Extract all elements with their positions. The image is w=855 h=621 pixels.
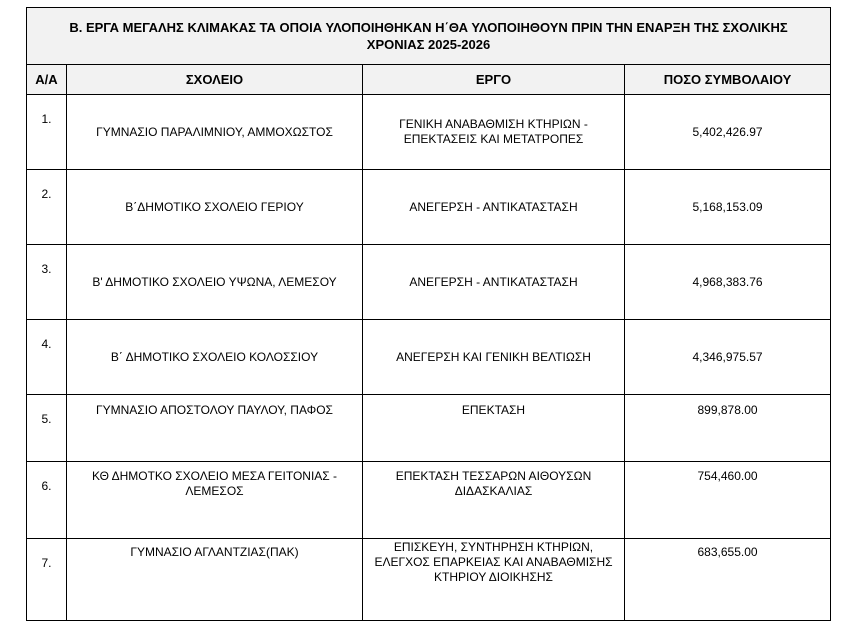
row-index: 6. [27,462,67,539]
row-index: 2. [27,170,67,245]
row-amount: 4,968,383.76 [625,245,831,320]
row-amount: 683,655.00 [625,539,831,621]
row-school: ΓΥΜΝΑΣΙΟ ΠΑΡΑΛΙΜΝΙΟΥ, ΑΜΜΟΧΩΣΤΟΣ [67,95,363,170]
row-amount: 899,878.00 [625,395,831,462]
projects-table [26,7,831,621]
row-amount: 5,168,153.09 [625,170,831,245]
header-work: ΕΡΓΟ [363,65,625,95]
table-row [27,539,831,621]
table-row [27,245,831,320]
row-amount: 4,346,975.57 [625,320,831,395]
header-row [27,65,831,95]
table-row [27,320,831,395]
row-school: Β' ΔΗΜΟΤΙΚΟ ΣΧΟΛΕΙΟ ΥΨΩΝΑ, ΛΕΜΕΣΟΥ [67,245,363,320]
row-school: Β΄ ΔΗΜΟΤΙΚΟ ΣΧΟΛΕΙΟ ΚΟΛΟΣΣΙΟΥ [67,320,363,395]
row-index: 3. [27,245,67,320]
row-amount: 754,460.00 [625,462,831,539]
row-index: 4. [27,320,67,395]
row-school: ΚΘ ΔΗΜΟΤΚΟ ΣΧΟΛΕΙΟ ΜΕΣΑ ΓΕΙΤΟΝΙΑΣ - ΛΕΜΕΣΟΣ [67,462,363,539]
row-work: ΓΕΝΙΚΗ ΑΝΑΒΑΘΜΙΣΗ ΚΤΗΡΙΩΝ - ΕΠΕΚΤΑΣΕΙΣ ΚΑΙ ΜΕΤΑΤΡΟΠΕΣ [363,95,625,170]
row-work: ΑΝΕΓΕΡΣΗ ΚΑΙ ΓΕΝΙΚΗ ΒΕΛΤΙΩΣΗ [363,320,625,395]
row-school: Β΄ΔΗΜΟΤΙΚΟ ΣΧΟΛΕΙΟ ΓΕΡΙΟΥ [67,170,363,245]
row-work: ΕΠΕΚΤΑΣΗ ΤΕΣΣΑΡΩΝ ΑΙΘΟΥΣΩΝ ΔΙΔΑΣΚΑΛΙΑΣ [363,462,625,539]
row-amount: 5,402,426.97 [625,95,831,170]
row-index: 1. [27,95,67,170]
row-index: 5. [27,395,67,462]
header-school: ΣΧΟΛΕΙΟ [67,65,363,95]
table-row [27,95,831,170]
row-school: ΓΥΜΝΑΣΙΟ ΑΓΛΑΝΤΖΙΑΣ(ΠΑΚ) [67,539,363,621]
row-work: ΕΠΕΚΤΑΣΗ [363,395,625,462]
header-index: Α/Α [27,65,67,95]
table-row [27,395,831,462]
row-index: 7. [27,539,67,621]
row-work: ΕΠΙΣΚΕΥΗ, ΣΥΝΤΗΡΗΣΗ ΚΤΗΡΙΩΝ, ΕΛΕΓΧΟΣ ΕΠΑΡΚΕΙΑΣ ΚΑΙ ΑΝΑΒΑΘΜΙΣΗΣ ΚΤΗΡΙΟΥ ΔΙΟΙΚΗΣΗΣ [363,539,625,621]
table-row [27,462,831,539]
table-title: Β. ΕΡΓΑ ΜΕΓΑΛΗΣ ΚΛΙΜΑΚΑΣ ΤΑ ΟΠΟΙΑ ΥΛΟΠΟΙΗΘΗΚΑΝ Η΄ΘΑ ΥΛΟΠΟΙΗΘΟΥΝ ΠΡΙΝ ΤΗΝ ΕΝΑΡΞΗ ΤΗΣ ΣΧΟΛΙΚΗΣ ΧΡΟΝΙΑΣ 2025-2026 [27,8,831,65]
row-work: ΑΝΕΓΕΡΣΗ - ΑΝΤΙΚΑΤΑΣΤΑΣΗ [363,170,625,245]
row-work: ΑΝΕΓΕΡΣΗ - ΑΝΤΙΚΑΤΑΣΤΑΣΗ [363,245,625,320]
table-row [27,170,831,245]
row-school: ΓΥΜΝΑΣΙΟ ΑΠΟΣΤΟΛΟΥ ΠΑΥΛΟΥ, ΠΑΦΟΣ [67,395,363,462]
header-amount: ΠΟΣΟ ΣΥΜΒΟΛΑΙΟΥ [625,65,831,95]
